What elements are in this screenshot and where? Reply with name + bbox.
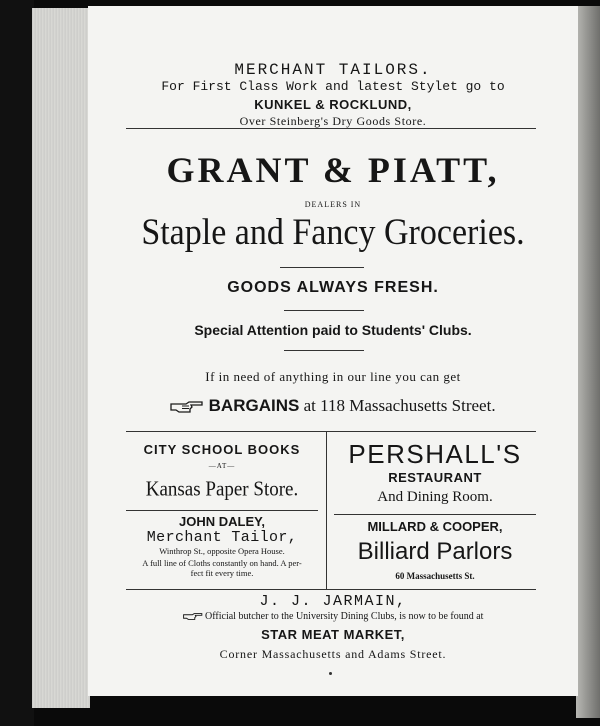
divider	[280, 267, 364, 268]
jarmain-name: J. J. JARMAIN,	[259, 593, 407, 610]
tailors-line: For First Class Work and latest Stylet go to	[161, 79, 505, 94]
column-divider	[326, 431, 327, 589]
divider	[126, 510, 318, 511]
bargains-address: at 118 Massachusetts Street.	[299, 396, 496, 415]
pointing-hand-icon	[170, 400, 204, 414]
right-page-edge	[576, 6, 600, 718]
tailors-firm: KUNKEL & ROCKLUND,	[254, 97, 412, 112]
books-title: CITY SCHOOL BOOKS	[143, 442, 301, 457]
pershall-restaurant: RESTAURANT	[388, 470, 482, 485]
divider	[126, 128, 536, 129]
grant-bargains	[88, 397, 578, 414]
grant-clubs: Special Attention paid to Students' Clubs.	[194, 322, 472, 338]
tailors-title: MERCHANT TAILORS.	[234, 61, 432, 79]
bargains-label: BARGAINS	[208, 396, 300, 415]
jarmain-text: Official butcher to the University Dining Clubs, is now to be found at	[205, 611, 484, 622]
jarmain-line	[88, 612, 578, 622]
jarmain-market: STAR MEAT MARKET,	[261, 627, 405, 642]
pershall-name: PERSHALL'S	[348, 439, 522, 469]
daley-name: JOHN DALEY,	[179, 514, 265, 529]
divider	[126, 589, 536, 590]
page-edges	[32, 8, 90, 708]
book-binding	[0, 0, 34, 726]
divider	[284, 350, 364, 351]
books-store: Kansas Paper Store.	[145, 477, 299, 502]
books-at: —AT—	[208, 462, 236, 470]
grant-need: If in need of anything in our line you can get	[205, 369, 461, 384]
daley-note: A full line of Cloths constantly on hand. A per-	[142, 558, 302, 568]
grant-dealers: DEALERS IN	[304, 200, 362, 209]
pointing-hand-icon	[183, 612, 203, 621]
daley-address: Winthrop St., opposite Opera House.	[159, 546, 285, 556]
divider	[284, 310, 364, 311]
page-dot	[329, 672, 332, 675]
jarmain-corner: Corner Massachusetts and Adams Street.	[219, 647, 447, 661]
daley-note-cont: fect fit every time.	[190, 568, 254, 578]
millard-parlors: Billiard Parlors	[357, 538, 513, 565]
divider	[126, 431, 536, 432]
millard-name: MILLARD & COOPER,	[367, 519, 503, 534]
grant-name: GRANT & PIATT,	[166, 150, 500, 190]
grant-fresh: GOODS ALWAYS FRESH.	[227, 279, 439, 296]
pershall-dining: And Dining Room.	[377, 489, 493, 505]
millard-address: 60 Massachusetts St.	[395, 571, 475, 581]
tailors-location: Over Steinberg's Dry Goods Store.	[239, 114, 427, 128]
divider	[334, 514, 536, 515]
daley-trade: Merchant Tailor,	[146, 529, 298, 546]
grant-goods: Staple and Fancy Groceries.	[141, 212, 525, 253]
advertisement-page	[88, 6, 578, 696]
